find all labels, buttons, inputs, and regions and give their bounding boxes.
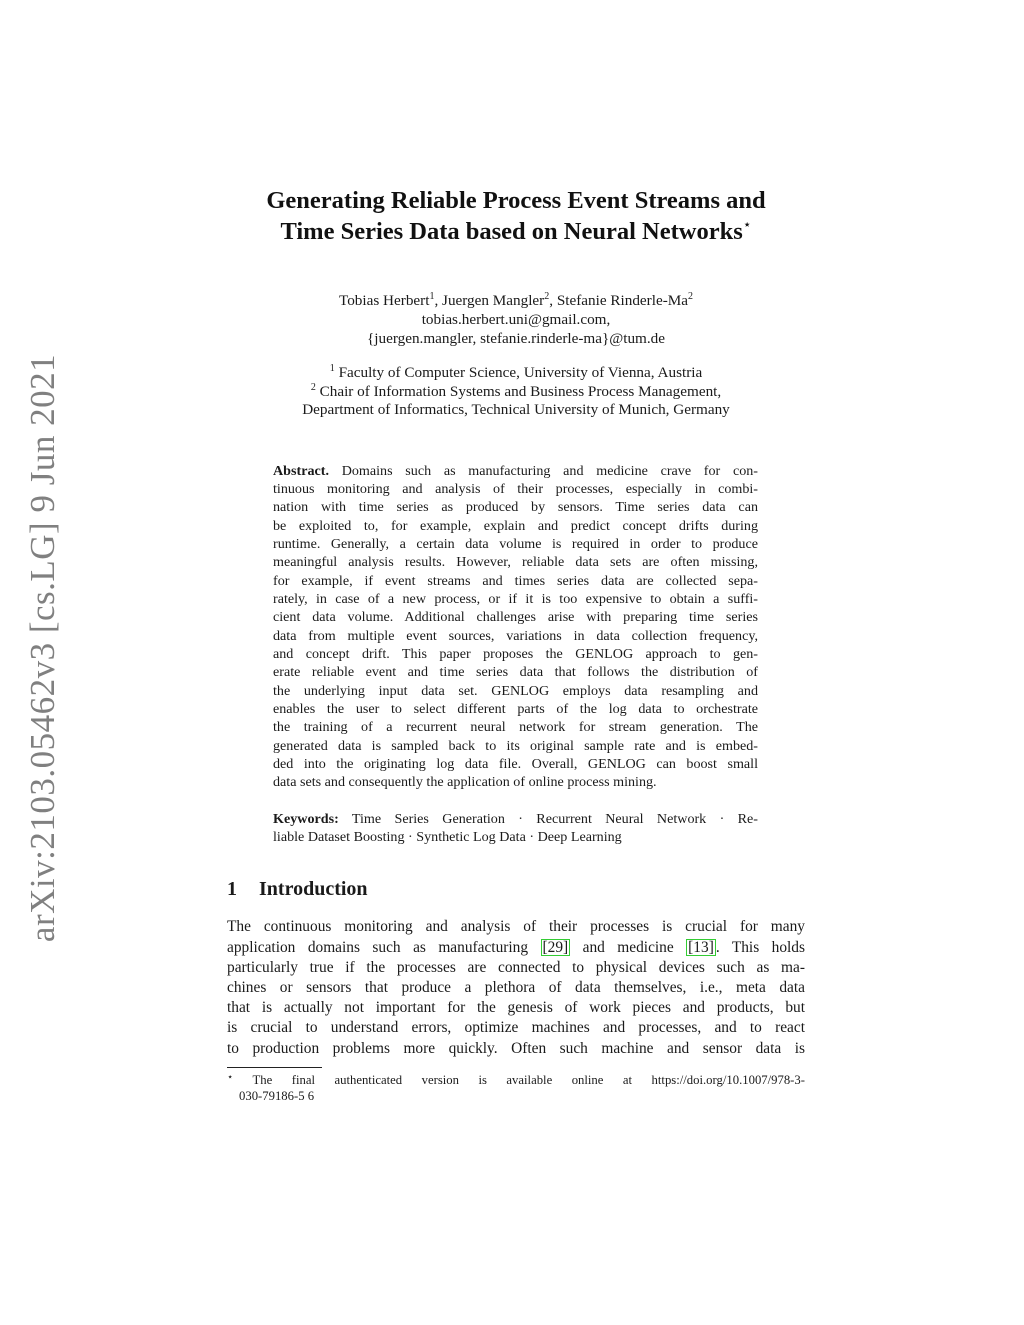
author-affiliation-marker: 2 <box>688 291 693 302</box>
affiliation-line <box>227 364 805 383</box>
affiliation-text: Chair of Information Systems and Business Process Management, <box>319 382 722 400</box>
author-name: Stefanie Rinderle-Ma <box>556 292 688 309</box>
abstract-line: ded into the originating log data file. Overall, GENLOG can boost small <box>273 756 758 772</box>
citation-link[interactable]: [29] <box>542 938 569 956</box>
abstract-line: tinuous monitoring and analysis of their processes, especially in combi- <box>273 480 758 497</box>
author-name: Tobias Herbert <box>338 292 430 309</box>
abstract-label: Abstract. <box>273 462 329 479</box>
footnote-line: 030-79186-5 6 <box>239 1089 315 1104</box>
abstract-line: the training of a recurrent neural network for stream generation. The <box>273 719 758 736</box>
abstract-line: enables the user to select different parts of the log data to orchestrate <box>273 700 758 717</box>
paper-title <box>227 185 805 247</box>
author-block <box>227 291 805 348</box>
abstract-line: meaningful analysis results. However, reliable data sets are often missing, <box>273 554 758 571</box>
body-text-fragment: application domains such as manufacturing <box>227 938 529 956</box>
body-line: to production problems more quickly. Often such machine and sensor data is <box>227 1039 805 1057</box>
author-names: Tobias Herbert$^1$, Juergen Mangler$^2$, Stefanie Rinderle-Ma$^2$ <box>338 291 693 309</box>
abstract-line: cient data volume. Additional challenges arise with preparing time series <box>273 609 758 626</box>
abstract-line: runtime. Generally, a certain data volume is required in order to produce <box>273 535 758 552</box>
section-title: Introduction <box>259 878 368 901</box>
abstract-line: for example, if event streams and times series data are collected sepa- <box>273 572 758 589</box>
body-line: chines or sensors that produce a plethora of data themselves, i.e., meta data <box>227 978 805 996</box>
section-heading-introduction <box>227 877 805 901</box>
keywords-text: Time Series Generation · Recurrent Neural Network · Re- <box>351 810 758 827</box>
citation-link[interactable]: [13] <box>688 938 714 956</box>
keywords-label: Keywords: <box>273 810 339 827</box>
title-line-1: Generating Reliable Process Event Streams and <box>266 187 766 214</box>
keywords-line <box>273 810 758 828</box>
introduction-paragraph <box>227 917 805 1058</box>
abstract <box>273 462 758 792</box>
footnote <box>227 1072 805 1105</box>
footnote-marker: ⋆ <box>227 1071 234 1083</box>
keywords <box>273 810 758 847</box>
affiliation-text: Faculty of Computer Science, University of Vienna, Austria <box>338 364 703 381</box>
body-line: is crucial to understand errors, optimize machines and processes, and to react <box>227 1019 805 1037</box>
abstract-line: generated data is sampled back to its original sample rate and is embed- <box>273 737 758 754</box>
abstract-text: Domains such as manufacturing and medicine crave for con- <box>341 462 758 479</box>
abstract-line: rately, in case of a new process, or if it is too expensive to obtain a suffi- <box>273 590 758 607</box>
body-line <box>227 938 805 958</box>
title-line-2: Time Series Data based on Neural Networks <box>280 218 743 245</box>
abstract-line: and concept drift. This paper proposes the GENLOG approach to gen- <box>273 645 758 662</box>
footnote-divider <box>227 1067 322 1068</box>
author-email-2: {juergen.mangler, stefanie.rinderle-ma}@tum.de <box>367 330 665 347</box>
abstract-line <box>273 462 758 480</box>
affiliation-block <box>227 364 805 420</box>
affiliation-line <box>227 383 805 402</box>
author-name: Juergen Mangler <box>442 292 545 309</box>
body-line: The continuous monitoring and analysis of their processes is crucial for many <box>227 918 805 936</box>
abstract-line: data sets and consequently the application of online process mining. <box>273 774 657 791</box>
abstract-line: erate reliable event and time series data that follows the distribution of <box>273 664 758 681</box>
affiliation-line <box>227 401 805 420</box>
title-footnote-marker: ⋆ <box>742 218 752 233</box>
keywords-line: liable Dataset Boosting · Synthetic Log Data · Deep Learning <box>273 829 622 846</box>
paper-first-page <box>227 185 805 1105</box>
abstract-line: nation with time series as produced by sensors. Time series data can <box>273 499 758 516</box>
affiliation-text: Department of Informatics, Technical University of Munich, Germany <box>302 401 730 418</box>
footnote-text: The final authenticated version is available online at https://doi.org/10.1007/978-3- <box>252 1072 805 1087</box>
footnote-line <box>227 1072 805 1089</box>
body-text-fragment: . This holds <box>715 938 805 956</box>
body-line: particularly true if the processes are connected to physical devices such as ma- <box>227 958 805 976</box>
affiliation-marker: 1 <box>329 363 335 374</box>
body-line: that is actually not important for the genesis of work pieces and products, but <box>227 999 805 1017</box>
author-affiliation-marker: 1 <box>429 291 435 302</box>
abstract-line: data from multiple event sources, variations in data collection frequency, <box>273 627 758 644</box>
body-text-fragment: and medicine <box>582 938 674 956</box>
abstract-line: the underlying input data set. GENLOG employs data resampling and <box>273 682 758 699</box>
author-email-1: tobias.herbert.uni@gmail.com, <box>421 311 611 328</box>
affiliation-marker: 2 <box>310 381 316 393</box>
section-number: 1 <box>227 878 237 901</box>
abstract-line: be exploited to, for example, explain and predict concept drifts during <box>273 517 758 534</box>
author-affiliation-marker: 2 <box>544 291 550 302</box>
arxiv-identifier-stamp: arXiv:2103.05462v3 [cs.LG] 9 Jun 2021 <box>23 353 62 943</box>
